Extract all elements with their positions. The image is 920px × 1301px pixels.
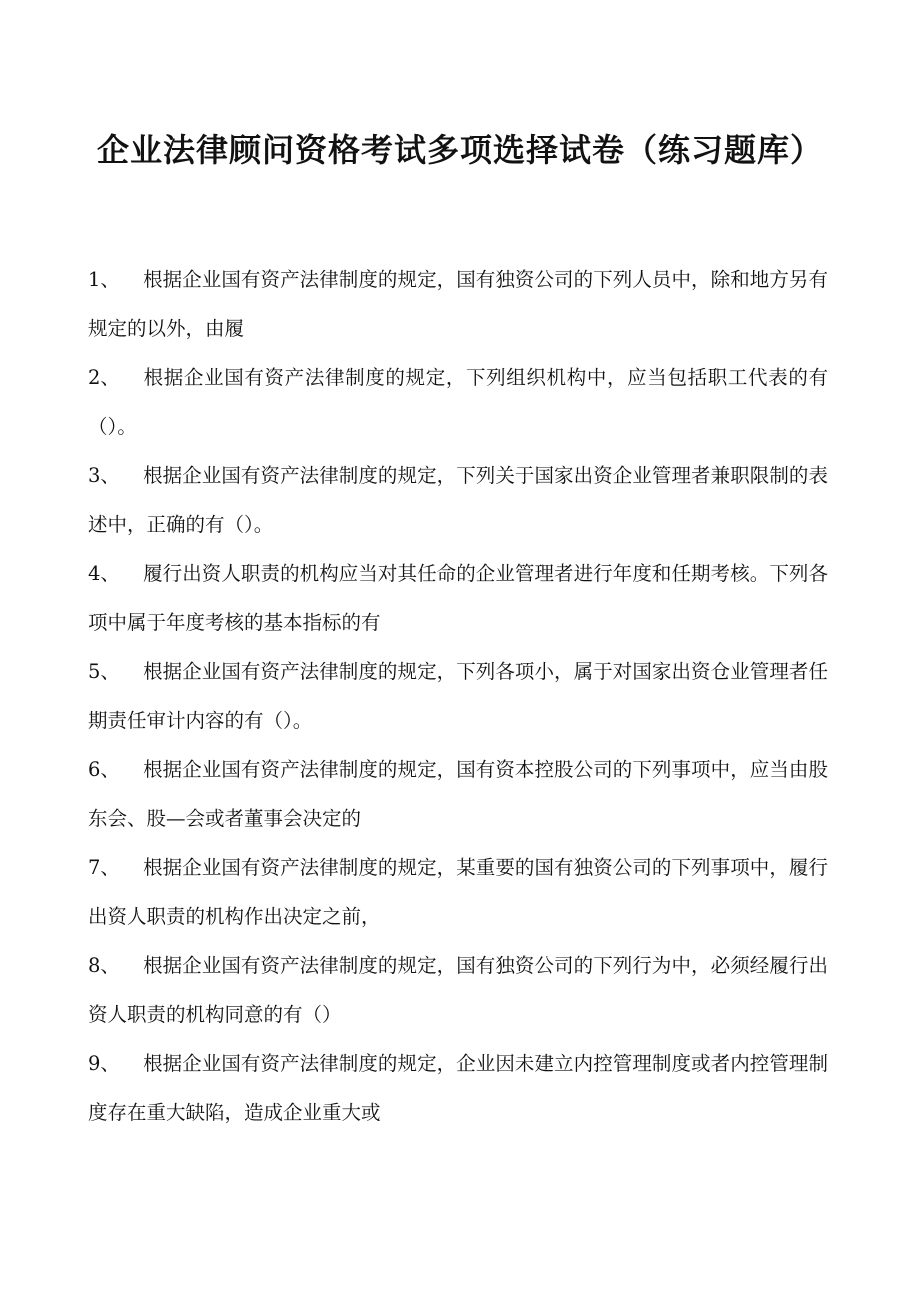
- question-item-3: [88, 451, 828, 549]
- question-list: [88, 255, 828, 1137]
- question-number: 6、: [88, 758, 120, 781]
- question-number: 5、: [88, 660, 120, 683]
- question-text: 根据企业国有资产法律制度的规定，某重要的国有独资公司的下列事项中，履行出资人职责的机构作出决定之前，: [88, 856, 828, 928]
- question-text: 根据企业国有资产法律制度的规定，下列关于国家出资企业管理者兼职限制的表述中，正确的有（）。: [88, 464, 828, 536]
- document-title: 企业法律顾问资格考试多项选择试卷（练习题库）: [96, 131, 823, 169]
- question-item-8: [88, 941, 828, 1039]
- question-text: 根据企业国有资产法律制度的规定，下列组织机构中，应当包括职工代表的有（）。: [88, 366, 828, 438]
- question-number: 1、: [88, 268, 120, 291]
- question-item-1: [88, 255, 828, 353]
- question-item-2: [88, 353, 828, 451]
- question-text: 根据企业国有资产法律制度的规定，国有独资公司的下列人员中，除和地方另有规定的以外，由履: [88, 268, 828, 340]
- question-number: 9、: [88, 1052, 120, 1075]
- question-text: 根据企业国有资产法律制度的规定，下列各项小，属于对国家出资仓业管理者任期责任审计内容的有（）。: [88, 660, 828, 732]
- question-item-7: [88, 843, 828, 941]
- question-item-4: [88, 549, 828, 647]
- question-text: 根据企业国有资产法律制度的规定，国有资本控股公司的下列事项中，应当由股东会、股—会或者董事会决定的: [88, 758, 828, 830]
- question-number: 4、: [88, 562, 120, 585]
- question-number: 2、: [88, 366, 120, 389]
- question-text: 根据企业国有资产法律制度的规定，国有独资公司的下列行为中，必须经履行出资人职责的机构同意的有（）: [88, 954, 828, 1026]
- question-item-6: [88, 745, 828, 843]
- question-text: 履行出资人职责的机构应当对其任命的企业管理者进行年度和任期考核。下列各项中属于年度考核的基本指标的有: [88, 562, 828, 634]
- question-text: 根据企业国有资产法律制度的规定，企业因未建立内控管理制度或者内控管理制度存在重大缺陷，造成企业重大或: [88, 1052, 828, 1124]
- question-number: 7、: [88, 856, 120, 879]
- question-item-5: [88, 647, 828, 745]
- question-number: 3、: [88, 464, 120, 487]
- question-item-9: [88, 1039, 828, 1137]
- question-number: 8、: [88, 954, 120, 977]
